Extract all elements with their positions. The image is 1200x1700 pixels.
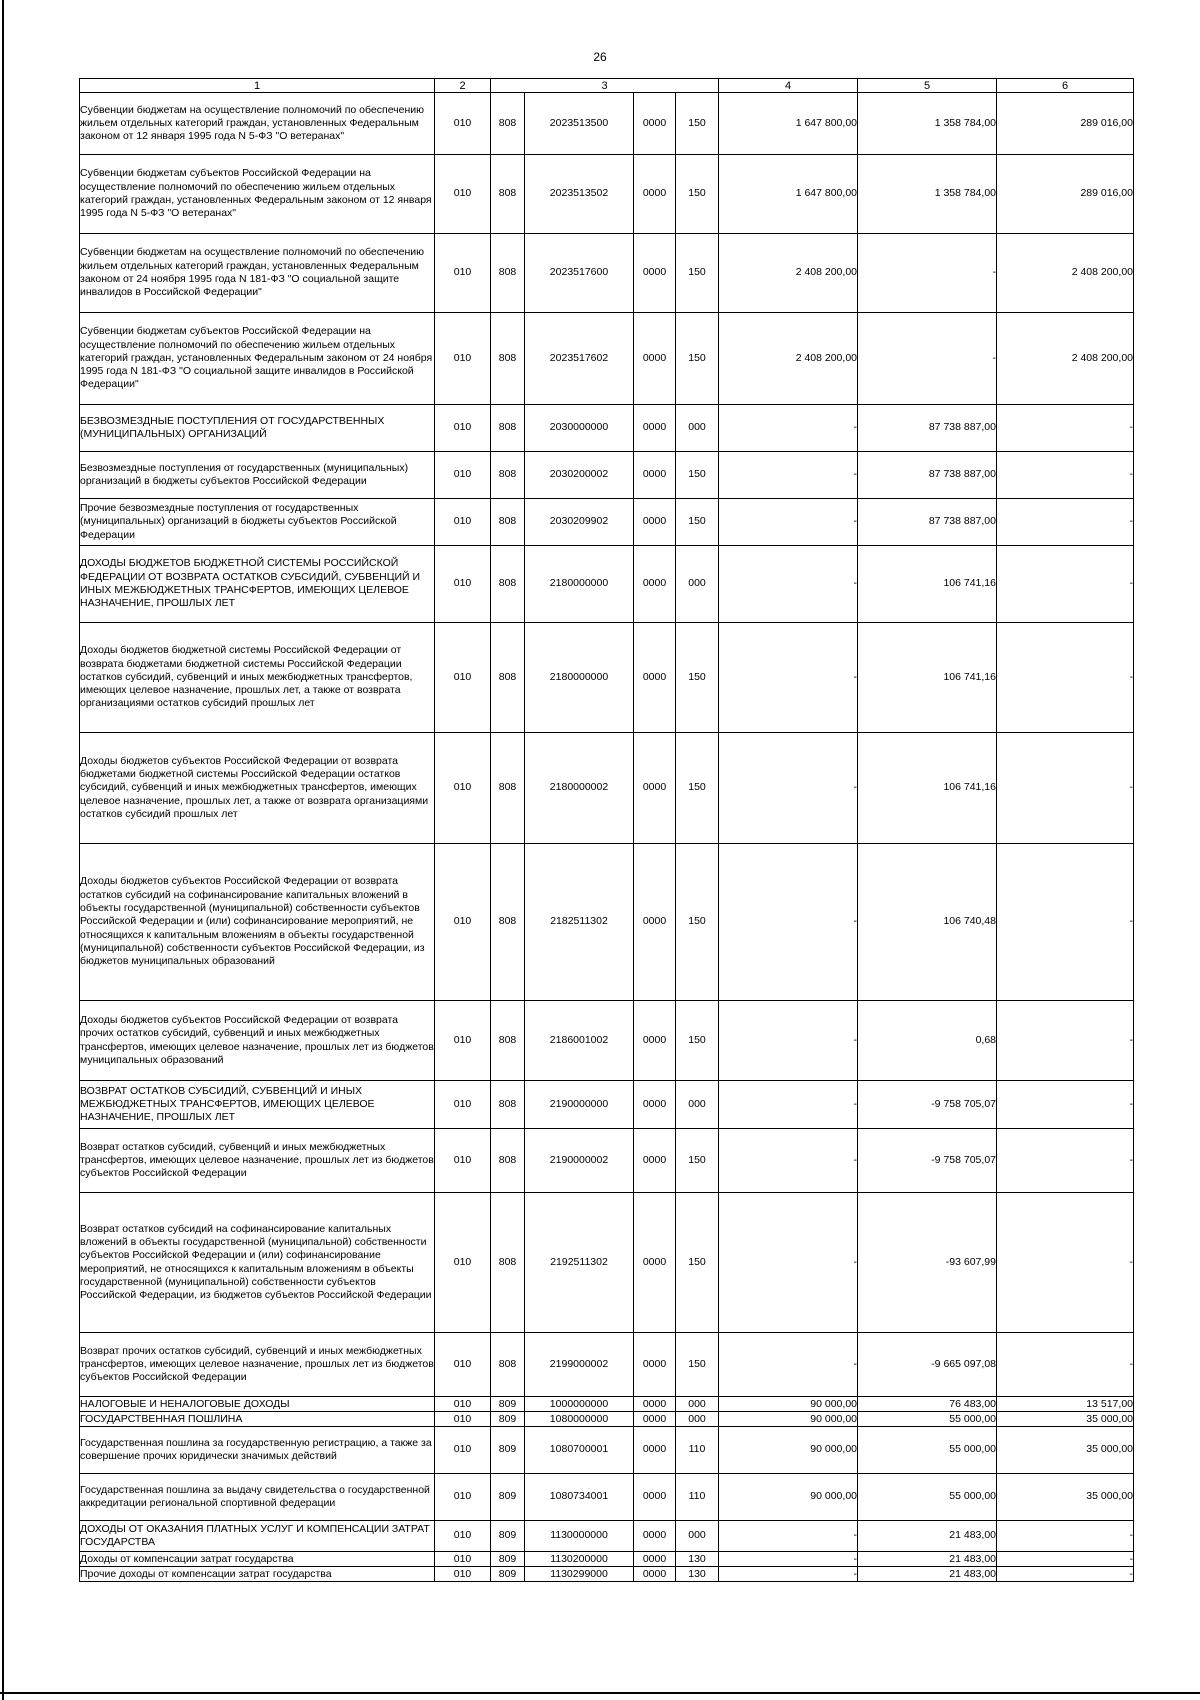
table-row (80, 1474, 1134, 1521)
kosgu-code: 150 (676, 499, 719, 546)
executed-amount: 55 000,00 (858, 1474, 997, 1521)
chapter-code: 809 (491, 1412, 525, 1427)
kosgu-code: 150 (676, 1333, 719, 1397)
executed-amount: 1 358 784,00 (858, 93, 997, 155)
kosgu-code: 150 (676, 1001, 719, 1081)
admin-code: 010 (435, 1474, 491, 1521)
admin-code: 010 (435, 1081, 491, 1129)
table-row (80, 234, 1134, 313)
executed-amount: 87 738 887,00 (858, 499, 997, 546)
revenue-code: 2199000002 (525, 1333, 634, 1397)
plan-amount: - (719, 1193, 858, 1333)
admin-code: 010 (435, 733, 491, 844)
revenue-code: 2186001002 (525, 1001, 634, 1081)
row-name: Субвенции бюджетам на осуществление полномочий по обеспечению жильем отдельных категорий граждан, установленных Федеральным законом от 24 ноября 1995 года N 181-ФЗ "О социальной защите инвалидов в Российской Федерации" (80, 234, 435, 313)
chapter-code: 809 (491, 1521, 525, 1552)
chapter-code: 808 (491, 313, 525, 405)
admin-code: 010 (435, 1412, 491, 1427)
admin-code: 010 (435, 1427, 491, 1474)
kosgu-code: 000 (676, 1081, 719, 1129)
revenue-code: 2023513502 (525, 155, 634, 234)
subcode: 0000 (634, 546, 676, 623)
revenue-code: 2030209902 (525, 499, 634, 546)
chapter-code: 808 (491, 452, 525, 499)
plan-amount: 90 000,00 (719, 1474, 858, 1521)
row-name: Прочие доходы от компенсации затрат государства (80, 1567, 435, 1582)
unexecuted-amount: - (997, 1521, 1134, 1552)
unexecuted-amount: 35 000,00 (997, 1427, 1134, 1474)
kosgu-code: 150 (676, 313, 719, 405)
unexecuted-amount: 289 016,00 (997, 155, 1134, 234)
subcode: 0000 (634, 234, 676, 313)
chapter-code: 808 (491, 1129, 525, 1193)
table-row (80, 844, 1134, 1001)
table-row (80, 405, 1134, 452)
revenue-code: 1130200000 (525, 1552, 634, 1567)
table-row (80, 499, 1134, 546)
revenue-code: 2180000000 (525, 623, 634, 733)
table-row (80, 93, 1134, 155)
table-row (80, 1081, 1134, 1129)
admin-code: 010 (435, 1193, 491, 1333)
chapter-code: 809 (491, 1552, 525, 1567)
kosgu-code: 000 (676, 546, 719, 623)
unexecuted-amount: - (997, 452, 1134, 499)
unexecuted-amount: 2 408 200,00 (997, 313, 1134, 405)
unexecuted-amount: - (997, 1193, 1134, 1333)
row-name: Субвенции бюджетам на осуществление полномочий по обеспечению жильем отдельных категорий граждан, установленных Федеральным законом от 12 января 1995 года N 5-ФЗ "О ветеранах" (80, 93, 435, 155)
row-name: ДОХОДЫ ОТ ОКАЗАНИЯ ПЛАТНЫХ УСЛУГ И КОМПЕНСАЦИИ ЗАТРАТ ГОСУДАРСТВА (80, 1521, 435, 1552)
subcode: 0000 (634, 93, 676, 155)
table-row (80, 1412, 1134, 1427)
admin-code: 010 (435, 1567, 491, 1582)
row-name: Доходы бюджетов субъектов Российской Федерации от возврата прочих остатков субсидий, субвенций и иных межбюджетных трансфертов, имеющих целевое назначение, прошлых лет из бюджетов муниципальных образований (80, 1001, 435, 1081)
plan-amount: - (719, 1001, 858, 1081)
plan-amount: - (719, 1552, 858, 1567)
column-number-row (80, 79, 1134, 93)
column-number: 2 (435, 79, 491, 93)
column-number: 6 (997, 79, 1134, 93)
chapter-code: 808 (491, 1333, 525, 1397)
plan-amount: - (719, 844, 858, 1001)
subcode: 0000 (634, 499, 676, 546)
executed-amount: -93 607,99 (858, 1193, 997, 1333)
plan-amount: 90 000,00 (719, 1412, 858, 1427)
plan-amount: 90 000,00 (719, 1427, 858, 1474)
table-row (80, 1001, 1134, 1081)
revenue-code: 2030000000 (525, 405, 634, 452)
plan-amount: 90 000,00 (719, 1397, 858, 1412)
row-name: БЕЗВОЗМЕЗДНЫЕ ПОСТУПЛЕНИЯ ОТ ГОСУДАРСТВЕННЫХ (МУНИЦИПАЛЬНЫХ) ОРГАНИЗАЦИЙ (80, 405, 435, 452)
plan-amount: - (719, 499, 858, 546)
admin-code: 010 (435, 155, 491, 234)
table-row (80, 1552, 1134, 1567)
table-row (80, 733, 1134, 844)
subcode: 0000 (634, 1521, 676, 1552)
plan-amount: 2 408 200,00 (719, 313, 858, 405)
subcode: 0000 (634, 1001, 676, 1081)
chapter-code: 808 (491, 1081, 525, 1129)
table-row (80, 452, 1134, 499)
revenue-code: 2192511302 (525, 1193, 634, 1333)
table-row (80, 313, 1134, 405)
kosgu-code: 130 (676, 1552, 719, 1567)
table-row (80, 623, 1134, 733)
plan-amount: 2 408 200,00 (719, 234, 858, 313)
subcode: 0000 (634, 1081, 676, 1129)
row-name: Доходы бюджетов субъектов Российской Федерации от возврата остатков субсидий на софинансирование капитальных вложений в объекты государственной (муниципальной) собственности субъектов Российской Федерации и (или) софинансирование мероприятий, не относящихся к капитальным вложениям в объекты государственной (муниципальной) собственности субъектов Российской Федерации, из бюджетов муниципальных образований (80, 844, 435, 1001)
subcode: 0000 (634, 1427, 676, 1474)
subcode: 0000 (634, 405, 676, 452)
revenue-code: 1000000000 (525, 1397, 634, 1412)
executed-amount: 0,68 (858, 1001, 997, 1081)
column-number: 3 (491, 79, 719, 93)
admin-code: 010 (435, 1001, 491, 1081)
row-name: Государственная пошлина за выдачу свидетельства о государственной аккредитации региональной спортивной федерации (80, 1474, 435, 1521)
unexecuted-amount: 35 000,00 (997, 1474, 1134, 1521)
executed-amount: 106 741,16 (858, 546, 997, 623)
subcode: 0000 (634, 155, 676, 234)
plan-amount: - (719, 733, 858, 844)
revenue-code: 2030200002 (525, 452, 634, 499)
table-row (80, 1427, 1134, 1474)
unexecuted-amount: - (997, 1129, 1134, 1193)
unexecuted-amount: - (997, 733, 1134, 844)
chapter-code: 808 (491, 623, 525, 733)
plan-amount: - (719, 1129, 858, 1193)
chapter-code: 809 (491, 1567, 525, 1582)
plan-amount: 1 647 800,00 (719, 155, 858, 234)
revenue-code: 1080734001 (525, 1474, 634, 1521)
page-border-left (2, 0, 4, 1700)
kosgu-code: 110 (676, 1427, 719, 1474)
executed-amount: -9 665 097,08 (858, 1333, 997, 1397)
revenue-code: 2180000002 (525, 733, 634, 844)
page-border-bottom (0, 1692, 1200, 1694)
chapter-code: 808 (491, 499, 525, 546)
chapter-code: 808 (491, 1001, 525, 1081)
admin-code: 010 (435, 844, 491, 1001)
row-name: ГОСУДАРСТВЕННАЯ ПОШЛИНА (80, 1412, 435, 1427)
row-name: Безвозмездные поступления от государственных (муниципальных) организаций в бюджеты субъектов Российской Федерации (80, 452, 435, 499)
subcode: 0000 (634, 1333, 676, 1397)
unexecuted-amount: - (997, 1567, 1134, 1582)
table-row (80, 1333, 1134, 1397)
table-row (80, 1521, 1134, 1552)
revenue-code: 2190000002 (525, 1129, 634, 1193)
kosgu-code: 130 (676, 1567, 719, 1582)
chapter-code: 809 (491, 1427, 525, 1474)
subcode: 0000 (634, 1552, 676, 1567)
executed-amount: -9 758 705,07 (858, 1129, 997, 1193)
row-name: ДОХОДЫ БЮДЖЕТОВ БЮДЖЕТНОЙ СИСТЕМЫ РОССИЙСКОЙ ФЕДЕРАЦИИ ОТ ВОЗВРАТА ОСТАТКОВ СУБСИДИЙ, СУБВЕНЦИЙ И ИНЫХ МЕЖБЮДЖЕТНЫХ ТРАНСФЕРТОВ, ИМЕЮЩИХ ЦЕЛЕВОЕ НАЗНАЧЕНИЕ, ПРОШЛЫХ ЛЕТ (80, 546, 435, 623)
row-name: Доходы бюджетов бюджетной системы Российской Федерации от возврата бюджетами бюджетной системы Российской Федерации остатков субсидий, субвенций и иных межбюджетных трансфертов, имеющих целевое назначение, прошлых лет, а также от возврата организациями остатков субсидий прошлых лет (80, 623, 435, 733)
row-name: НАЛОГОВЫЕ И НЕНАЛОГОВЫЕ ДОХОДЫ (80, 1397, 435, 1412)
subcode: 0000 (634, 1397, 676, 1412)
unexecuted-amount: - (997, 546, 1134, 623)
unexecuted-amount: 13 517,00 (997, 1397, 1134, 1412)
admin-code: 010 (435, 313, 491, 405)
admin-code: 010 (435, 1397, 491, 1412)
plan-amount: - (719, 1081, 858, 1129)
chapter-code: 808 (491, 733, 525, 844)
table-row (80, 1193, 1134, 1333)
unexecuted-amount: - (997, 1001, 1134, 1081)
row-name: Возврат остатков субсидий, субвенций и иных межбюджетных трансфертов, имеющих целевое назначение, прошлых лет из бюджетов субъектов Российской Федерации (80, 1129, 435, 1193)
row-name: ВОЗВРАТ ОСТАТКОВ СУБСИДИЙ, СУБВЕНЦИЙ И ИНЫХ МЕЖБЮДЖЕТНЫХ ТРАНСФЕРТОВ, ИМЕЮЩИХ ЦЕЛЕВОЕ НАЗНАЧЕНИЕ, ПРОШЛЫХ ЛЕТ (80, 1081, 435, 1129)
page-number: 26 (593, 50, 607, 64)
revenue-code: 2180000000 (525, 546, 634, 623)
unexecuted-amount: 2 408 200,00 (997, 234, 1134, 313)
plan-amount: 1 647 800,00 (719, 93, 858, 155)
revenue-code: 2023517602 (525, 313, 634, 405)
executed-amount: 21 483,00 (858, 1521, 997, 1552)
table-row (80, 155, 1134, 234)
row-name: Субвенции бюджетам субъектов Российской Федерации на осуществление полномочий по обеспечению жильем отдельных категорий граждан, установленных Федеральным законом от 12 января 1995 года N 5-ФЗ "О ветеранах" (80, 155, 435, 234)
revenue-code: 1080000000 (525, 1412, 634, 1427)
admin-code: 010 (435, 546, 491, 623)
plan-amount: - (719, 1567, 858, 1582)
chapter-code: 809 (491, 1397, 525, 1412)
row-name: Возврат прочих остатков субсидий, субвенций и иных межбюджетных трансфертов, имеющих целевое назначение, прошлых лет из бюджетов субъектов Российской Федерации (80, 1333, 435, 1397)
executed-amount: -9 758 705,07 (858, 1081, 997, 1129)
executed-amount: 106 740,48 (858, 844, 997, 1001)
subcode: 0000 (634, 1567, 676, 1582)
table-row (80, 546, 1134, 623)
chapter-code: 808 (491, 155, 525, 234)
subcode: 0000 (634, 623, 676, 733)
revenue-code: 1130299000 (525, 1567, 634, 1582)
subcode: 0000 (634, 1412, 676, 1427)
unexecuted-amount: - (997, 405, 1134, 452)
executed-amount: 21 483,00 (858, 1552, 997, 1567)
kosgu-code: 150 (676, 623, 719, 733)
kosgu-code: 000 (676, 1412, 719, 1427)
admin-code: 010 (435, 1552, 491, 1567)
chapter-code: 809 (491, 1474, 525, 1521)
executed-amount: 21 483,00 (858, 1567, 997, 1582)
unexecuted-amount: - (997, 623, 1134, 733)
subcode: 0000 (634, 1129, 676, 1193)
admin-code: 010 (435, 623, 491, 733)
table-row (80, 1397, 1134, 1412)
admin-code: 010 (435, 1129, 491, 1193)
chapter-code: 808 (491, 844, 525, 1001)
executed-amount: 55 000,00 (858, 1412, 997, 1427)
revenue-table (79, 78, 1134, 1582)
kosgu-code: 000 (676, 405, 719, 452)
chapter-code: 808 (491, 405, 525, 452)
plan-amount: - (719, 546, 858, 623)
executed-amount: - (858, 234, 997, 313)
unexecuted-amount: - (997, 844, 1134, 1001)
chapter-code: 808 (491, 546, 525, 623)
executed-amount: 87 738 887,00 (858, 405, 997, 452)
kosgu-code: 150 (676, 452, 719, 499)
executed-amount: 106 741,16 (858, 623, 997, 733)
revenue-code: 2023517600 (525, 234, 634, 313)
admin-code: 010 (435, 1333, 491, 1397)
unexecuted-amount: - (997, 1081, 1134, 1129)
kosgu-code: 150 (676, 844, 719, 1001)
executed-amount: 76 483,00 (858, 1397, 997, 1412)
admin-code: 010 (435, 499, 491, 546)
admin-code: 010 (435, 234, 491, 313)
row-name: Прочие безвозмездные поступления от государственных (муниципальных) организаций в бюджеты субъектов Российской Федерации (80, 499, 435, 546)
revenue-code: 1130000000 (525, 1521, 634, 1552)
row-name: Возврат остатков субсидий на софинансирование капитальных вложений в объекты государственной (муниципальной) собственности субъектов Российской Федерации и (или) софинансирование мероприятий, не относящихся к капитальным вложениям в объекты государственной (муниципальной) собственности субъектов Российской Федерации, из бюджетов субъектов Российской Федерации (80, 1193, 435, 1333)
kosgu-code: 000 (676, 1397, 719, 1412)
admin-code: 010 (435, 452, 491, 499)
plan-amount: - (719, 623, 858, 733)
kosgu-code: 150 (676, 93, 719, 155)
row-name: Субвенции бюджетам субъектов Российской Федерации на осуществление полномочий по обеспечению жильем отдельных категорий граждан, установленных Федеральным законом от 24 ноября 1995 года N 181-ФЗ "О социальной защите инвалидов в Российской Федерации" (80, 313, 435, 405)
kosgu-code: 150 (676, 234, 719, 313)
subcode: 0000 (634, 844, 676, 1001)
kosgu-code: 110 (676, 1474, 719, 1521)
revenue-code: 2182511302 (525, 844, 634, 1001)
executed-amount: - (858, 313, 997, 405)
admin-code: 010 (435, 1521, 491, 1552)
kosgu-code: 150 (676, 733, 719, 844)
plan-amount: - (719, 405, 858, 452)
subcode: 0000 (634, 313, 676, 405)
kosgu-code: 150 (676, 155, 719, 234)
revenue-code: 2023513500 (525, 93, 634, 155)
executed-amount: 106 741,16 (858, 733, 997, 844)
unexecuted-amount: - (997, 1333, 1134, 1397)
column-number: 5 (858, 79, 997, 93)
table-row (80, 1567, 1134, 1582)
kosgu-code: 000 (676, 1521, 719, 1552)
chapter-code: 808 (491, 1193, 525, 1333)
revenue-code: 1080700001 (525, 1427, 634, 1474)
unexecuted-amount: 289 016,00 (997, 93, 1134, 155)
unexecuted-amount: - (997, 499, 1134, 546)
column-number: 1 (80, 79, 435, 93)
plan-amount: - (719, 1333, 858, 1397)
subcode: 0000 (634, 733, 676, 844)
row-name: Доходы бюджетов субъектов Российской Федерации от возврата бюджетами бюджетной системы Российской Федерации остатков субсидий, субвенций и иных межбюджетных трансфертов, имеющих целевое назначение, прошлых лет, а также от возврата организациями остатков субсидий прошлых лет (80, 733, 435, 844)
kosgu-code: 150 (676, 1193, 719, 1333)
chapter-code: 808 (491, 234, 525, 313)
subcode: 0000 (634, 1474, 676, 1521)
column-number: 4 (719, 79, 858, 93)
row-name: Доходы от компенсации затрат государства (80, 1552, 435, 1567)
revenue-code: 2190000000 (525, 1081, 634, 1129)
unexecuted-amount: - (997, 1552, 1134, 1567)
plan-amount: - (719, 1521, 858, 1552)
chapter-code: 808 (491, 93, 525, 155)
plan-amount: - (719, 452, 858, 499)
admin-code: 010 (435, 93, 491, 155)
executed-amount: 1 358 784,00 (858, 155, 997, 234)
kosgu-code: 150 (676, 1129, 719, 1193)
table-row (80, 1129, 1134, 1193)
executed-amount: 87 738 887,00 (858, 452, 997, 499)
row-name: Государственная пошлина за государственную регистрацию, а также за совершение прочих юридически значимых действий (80, 1427, 435, 1474)
unexecuted-amount: 35 000,00 (997, 1412, 1134, 1427)
subcode: 0000 (634, 1193, 676, 1333)
subcode: 0000 (634, 452, 676, 499)
admin-code: 010 (435, 405, 491, 452)
executed-amount: 55 000,00 (858, 1427, 997, 1474)
